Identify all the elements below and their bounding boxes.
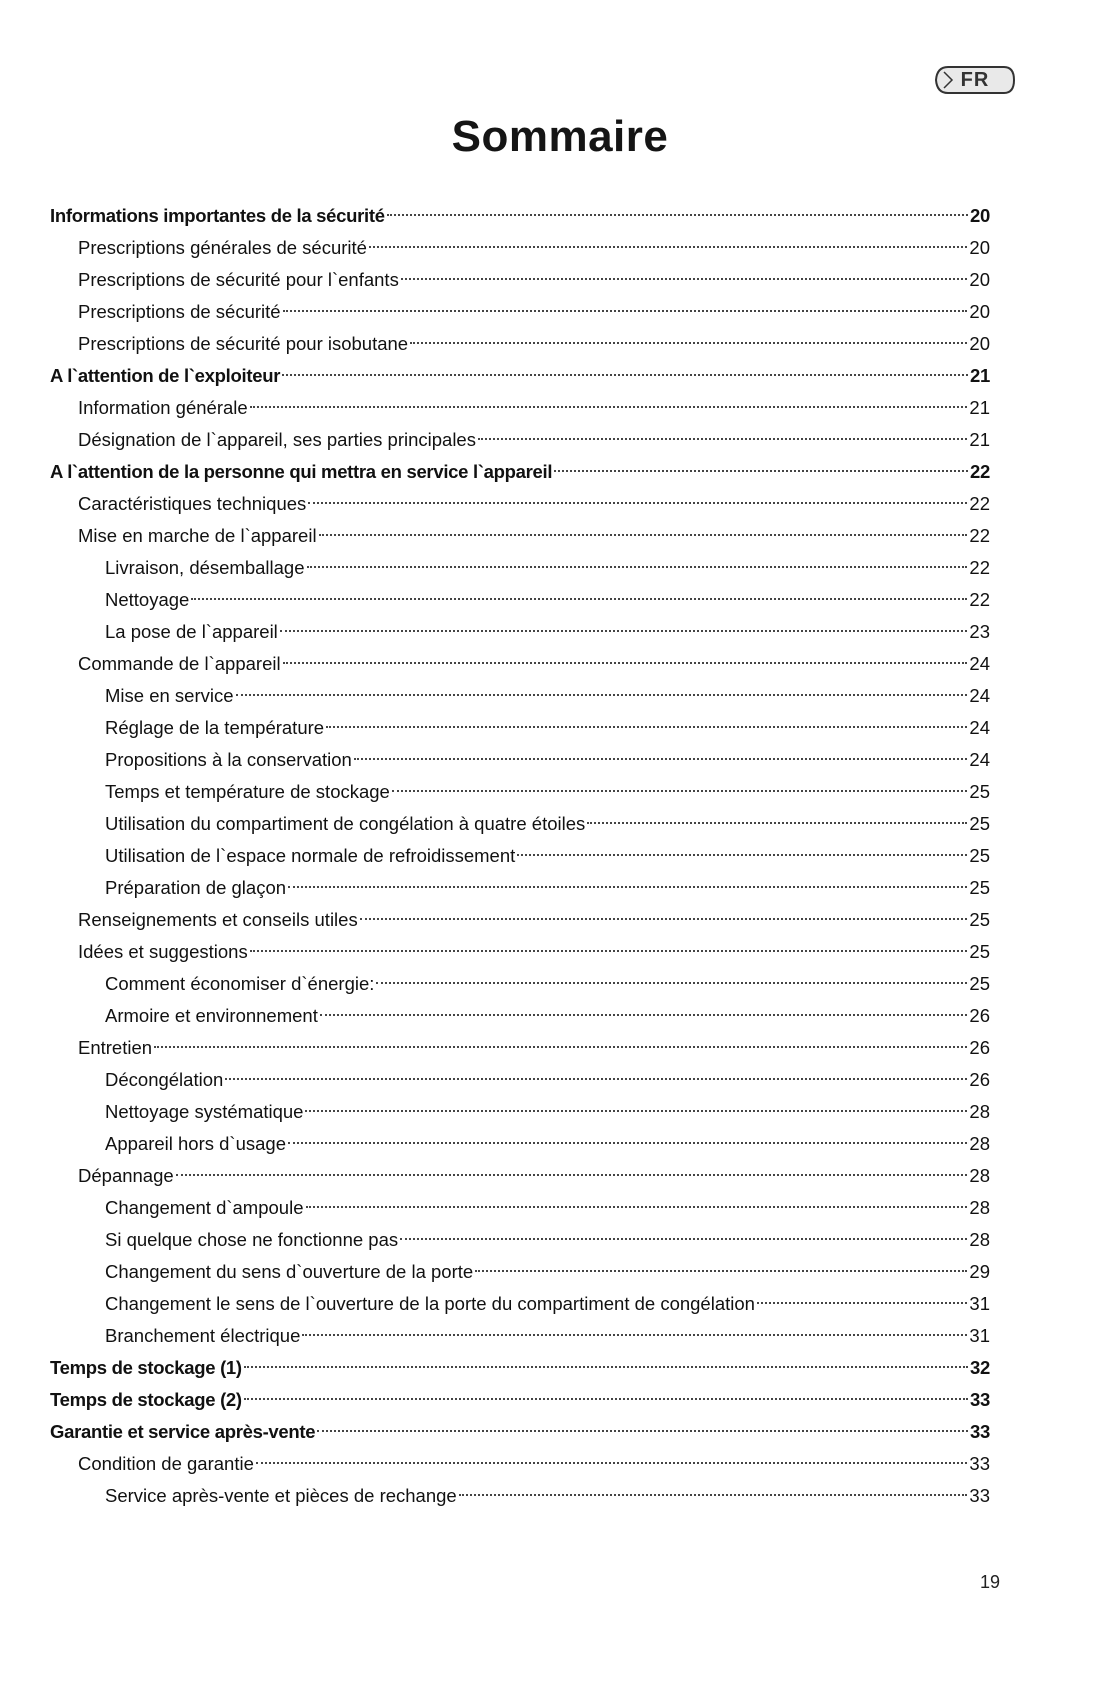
toc-entry — [50, 1032, 990, 1064]
toc-dot-leader — [478, 438, 967, 440]
page-title: Sommaire — [451, 112, 669, 161]
toc-entry-page: 21 — [969, 397, 990, 418]
toc-entry-label: Décongélation — [105, 1069, 224, 1090]
toc-entry-page: 33 — [969, 1485, 990, 1506]
toc-entry-page: 25 — [969, 813, 990, 834]
toc-entry — [50, 1320, 990, 1352]
toc-dot-leader — [392, 790, 968, 792]
toc-entry-page: 24 — [969, 685, 990, 706]
toc-entry-label: Prescriptions générales de sécurité — [78, 237, 367, 258]
toc-dot-leader — [360, 918, 968, 920]
toc-entry-page: 26 — [969, 1069, 990, 1090]
toc-entry-page: 26 — [969, 1005, 990, 1026]
toc-dot-leader — [320, 1014, 968, 1016]
toc-dot-leader — [191, 598, 967, 600]
toc-entry — [50, 712, 990, 744]
toc-dot-leader — [176, 1174, 968, 1176]
language-badge — [934, 64, 1016, 96]
toc-entry — [50, 1160, 990, 1192]
toc-entry — [50, 360, 990, 392]
toc-dot-leader — [225, 1078, 967, 1080]
toc-entry — [50, 392, 990, 424]
toc-dot-leader — [283, 310, 968, 312]
toc-entry-label: Armoire et environnement — [105, 1005, 318, 1026]
toc-entry-label: Changement du sens d`ouverture de la porte — [105, 1261, 474, 1282]
toc-entry-label: Garantie et service après-vente — [50, 1421, 316, 1442]
toc-entry-label: Temps de stockage (1) — [50, 1357, 242, 1378]
toc-entry-page: 21 — [969, 429, 990, 450]
toc-entry-page: 23 — [969, 621, 990, 642]
toc-entry-page: 28 — [969, 1197, 990, 1218]
toc-dot-leader — [554, 470, 968, 472]
toc-entry-label: Prescriptions de sécurité pour l`enfants — [78, 269, 399, 290]
toc-entry-label: Mise en marche de l`appareil — [78, 525, 317, 546]
toc-entry — [50, 744, 990, 776]
toc-entry-label: Comment économiser d`énergie: — [105, 973, 375, 994]
toc-entry — [50, 1480, 990, 1512]
toc-entry — [50, 488, 990, 520]
toc-entry — [50, 296, 990, 328]
toc-dot-leader — [757, 1302, 967, 1304]
toc-entry-page: 28 — [969, 1165, 990, 1186]
toc-entry — [50, 1128, 990, 1160]
toc-entry-page: 26 — [969, 1037, 990, 1058]
toc-entry — [50, 936, 990, 968]
toc-entry-page: 20 — [969, 269, 990, 290]
toc-dot-leader — [410, 342, 967, 344]
toc-entry-label: Prescriptions de sécurité — [78, 301, 281, 322]
toc-entry-label: A l`attention de la personne qui mettra en service l`appareil — [50, 461, 553, 482]
toc-entry-page: 22 — [969, 589, 990, 610]
toc-entry-page: 24 — [969, 749, 990, 770]
toc-entry-label: Préparation de glaçon — [105, 877, 287, 898]
toc-dot-leader — [387, 214, 968, 216]
table-of-contents — [50, 200, 990, 1512]
toc-entry-label: Désignation de l`appareil, ses parties principales — [78, 429, 476, 450]
toc-entry — [50, 552, 990, 584]
toc-dot-leader — [256, 1462, 968, 1464]
toc-entry — [50, 808, 990, 840]
toc-entry-label: Utilisation du compartiment de congélation à quatre étoiles — [105, 813, 586, 834]
toc-dot-leader — [302, 1334, 967, 1336]
toc-entry-label: Dépannage — [78, 1165, 174, 1186]
toc-entry — [50, 1096, 990, 1128]
toc-entry — [50, 1384, 990, 1416]
toc-entry-label: Information générale — [78, 397, 248, 418]
page-number: 19 — [980, 1572, 1001, 1592]
toc-entry-label: Informations importantes de la sécurité — [50, 205, 385, 226]
toc-entry-label: Temps et température de stockage — [105, 781, 390, 802]
toc-entry-label: Réglage de la température — [105, 717, 325, 738]
toc-entry-page: 25 — [969, 877, 990, 898]
toc-entry — [50, 328, 990, 360]
toc-entry — [50, 616, 990, 648]
toc-entry — [50, 776, 990, 808]
toc-entry-label: Si quelque chose ne fonctionne pas — [105, 1229, 399, 1250]
toc-dot-leader — [326, 726, 967, 728]
toc-entry-label: Condition de garantie — [78, 1453, 254, 1474]
toc-entry — [50, 264, 990, 296]
toc-dot-leader — [317, 1430, 968, 1432]
toc-entry-label: La pose de l`appareil — [105, 621, 278, 642]
language-badge-label: FR — [960, 69, 990, 91]
toc-entry-page: 20 — [970, 205, 990, 226]
toc-dot-leader — [282, 374, 968, 376]
toc-entry-page: 20 — [969, 301, 990, 322]
toc-entry — [50, 1192, 990, 1224]
toc-dot-leader — [306, 1206, 968, 1208]
toc-entry — [50, 1224, 990, 1256]
toc-entry — [50, 680, 990, 712]
toc-entry-label: Branchement électrique — [105, 1325, 301, 1346]
toc-entry-label: Appareil hors d`usage — [105, 1133, 286, 1154]
toc-entry — [50, 520, 990, 552]
toc-dot-leader — [354, 758, 968, 760]
toc-entry-page: 31 — [969, 1293, 990, 1314]
toc-entry — [50, 584, 990, 616]
toc-dot-leader — [400, 1238, 967, 1240]
toc-dot-leader — [307, 566, 968, 568]
toc-entry-page: 28 — [969, 1133, 990, 1154]
toc-dot-leader — [401, 278, 968, 280]
toc-entry — [50, 648, 990, 680]
toc-dot-leader — [459, 1494, 968, 1496]
toc-dot-leader — [250, 406, 968, 408]
toc-entry-label: Utilisation de l`espace normale de refroidissement — [105, 845, 516, 866]
toc-entry-page: 22 — [970, 461, 990, 482]
toc-entry-label: Livraison, désemballage — [105, 557, 305, 578]
toc-entry-page: 20 — [969, 333, 990, 354]
toc-entry-label: Nettoyage systématique — [105, 1101, 304, 1122]
toc-entry-page: 25 — [969, 845, 990, 866]
toc-entry-page: 24 — [969, 653, 990, 674]
toc-entry-page: 22 — [969, 493, 990, 514]
toc-entry-page: 24 — [969, 717, 990, 738]
toc-entry — [50, 872, 990, 904]
toc-entry-label: Commande de l`appareil — [78, 653, 281, 674]
toc-entry-page: 22 — [969, 525, 990, 546]
toc-entry-page: 25 — [969, 781, 990, 802]
toc-entry-page: 28 — [969, 1229, 990, 1250]
toc-entry-page: 33 — [970, 1421, 990, 1442]
toc-dot-leader — [587, 822, 967, 824]
toc-entry — [50, 232, 990, 264]
toc-dot-leader — [376, 982, 967, 984]
toc-entry-label: Changement d`ampoule — [105, 1197, 304, 1218]
toc-entry — [50, 1288, 990, 1320]
toc-dot-leader — [244, 1366, 968, 1368]
toc-entry — [50, 968, 990, 1000]
toc-entry — [50, 424, 990, 456]
toc-entry — [50, 1000, 990, 1032]
toc-entry-page: 28 — [969, 1101, 990, 1122]
toc-entry-label: Caractéristiques techniques — [78, 493, 307, 514]
toc-entry-page: 32 — [970, 1357, 990, 1378]
toc-entry-page: 21 — [970, 365, 990, 386]
toc-entry-page: 25 — [969, 973, 990, 994]
toc-dot-leader — [308, 502, 967, 504]
toc-dot-leader — [369, 246, 967, 248]
toc-dot-leader — [154, 1046, 967, 1048]
toc-entry-label: Prescriptions de sécurité pour isobutane — [78, 333, 409, 354]
toc-entry — [50, 1448, 990, 1480]
toc-entry-label: Propositions à la conservation — [105, 749, 352, 770]
toc-entry-label: Nettoyage — [105, 589, 190, 610]
toc-entry-label: Idées et suggestions — [78, 941, 248, 962]
toc-entry-page: 33 — [969, 1453, 990, 1474]
toc-dot-leader — [305, 1110, 967, 1112]
toc-entry-label: Changement le sens de l`ouverture de la porte du compartiment de congélation — [105, 1293, 755, 1314]
toc-entry — [50, 904, 990, 936]
toc-entry-page: 25 — [969, 909, 990, 930]
toc-entry-label: A l`attention de l`exploiteur — [50, 365, 281, 386]
toc-dot-leader — [475, 1270, 967, 1272]
toc-entry — [50, 1352, 990, 1384]
toc-entry-page: 29 — [969, 1261, 990, 1282]
toc-entry — [50, 200, 990, 232]
toc-entry-page: 31 — [969, 1325, 990, 1346]
toc-entry-label: Mise en service — [105, 685, 234, 706]
toc-entry — [50, 840, 990, 872]
toc-dot-leader — [288, 886, 967, 888]
toc-entry-page: 25 — [969, 941, 990, 962]
toc-dot-leader — [288, 1142, 967, 1144]
toc-dot-leader — [283, 662, 968, 664]
toc-entry-page: 33 — [970, 1389, 990, 1410]
toc-entry-label: Service après-vente et pièces de rechange — [105, 1485, 457, 1506]
toc-entry-label: Renseignements et conseils utiles — [78, 909, 358, 930]
toc-entry-page: 20 — [969, 237, 990, 258]
toc-entry-label: Entretien — [78, 1037, 153, 1058]
toc-entry-label: Temps de stockage (2) — [50, 1389, 242, 1410]
toc-dot-leader — [236, 694, 968, 696]
toc-dot-leader — [244, 1398, 968, 1400]
toc-dot-leader — [319, 534, 968, 536]
toc-dot-leader — [517, 854, 967, 856]
toc-entry — [50, 1256, 990, 1288]
toc-entry-page: 22 — [969, 557, 990, 578]
toc-entry — [50, 1064, 990, 1096]
toc-entry — [50, 456, 990, 488]
toc-dot-leader — [250, 950, 968, 952]
toc-entry — [50, 1416, 990, 1448]
toc-dot-leader — [280, 630, 968, 632]
